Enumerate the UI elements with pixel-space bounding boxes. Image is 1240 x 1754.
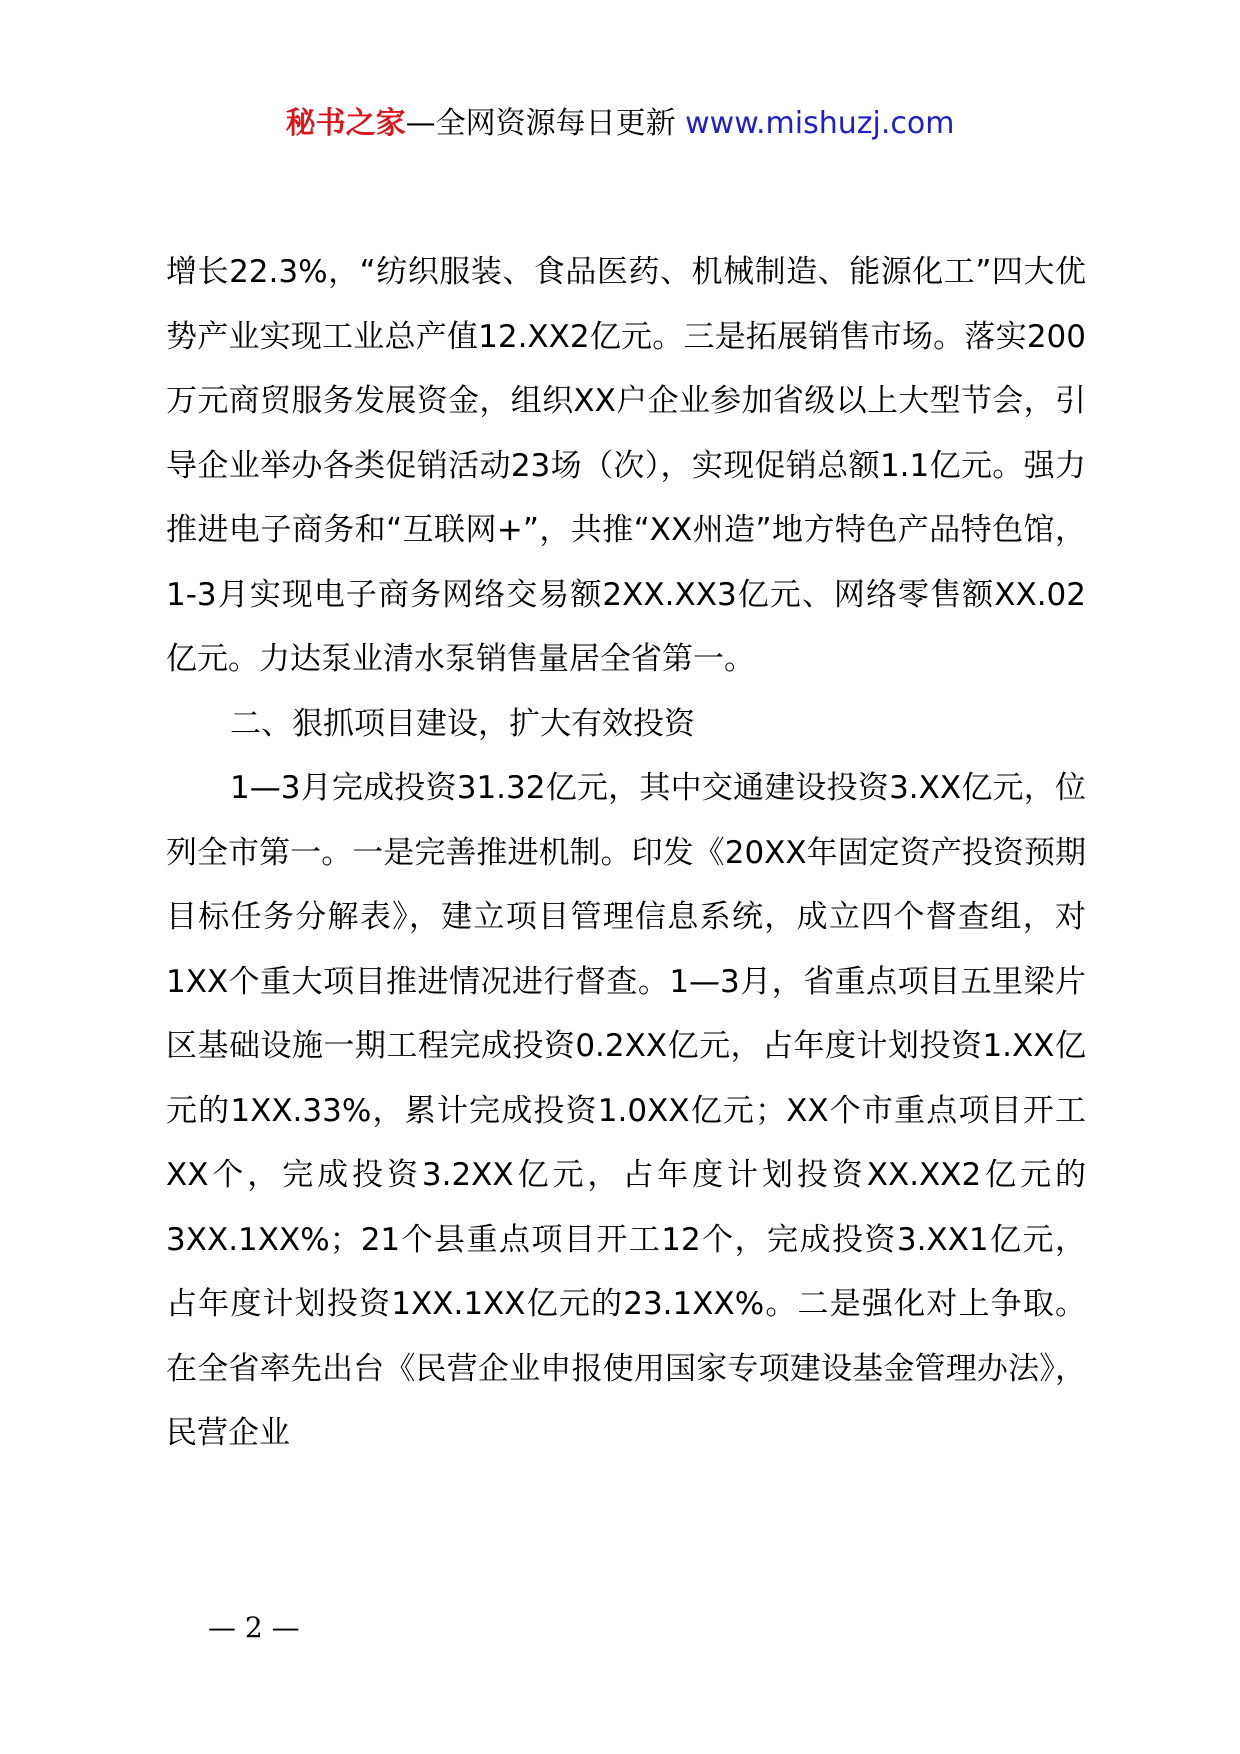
page-number: — 2 — <box>208 1611 300 1644</box>
section-heading: 二、狠抓项目建设，扩大有效投资 <box>230 705 695 742</box>
paragraph-investment: 1—3月完成投资31.32亿元，其中交通建设投资3.XX亿元，位列全市第一。一是完善推进机制。印发《20XX年固定资产投资预期目标任务分解表》，建立项目管理信息系统，成立四个督查组，对1XX个重大项目推进情况进行督查。1—3月，省重点项目五里梁片区基础设施一期工程完成投资0.2XX亿元，占年度计划投资1.XX亿元的1XX.33%，累计完成投资1.0XX亿元；XX个市重点项目开工XX个，完成投资3.2XX亿元，占年度计划投资XX.XX2亿元的3XX.1XX%；21个县重点项目开工12个，完成投资3.XX1亿元，占年度计划投资1XX.1XX亿元的23.1XX%。二是强化对上争取。在全省率先出台《民营企业申报使用国家专项建设基金管理办法》，民营企业 <box>166 770 1086 1451</box>
site-header <box>0 100 1240 148</box>
site-url-link[interactable]: www.mishuzj.com <box>685 106 955 141</box>
document-body <box>166 240 1086 1466</box>
header-tagline: —全网资源每日更新 <box>405 106 686 141</box>
brand-name: 秘书之家 <box>285 106 406 141</box>
paragraph-continued: 增长22.3%，“纺织服装、食品医药、机械制造、能源化工”四大优势产业实现工业总产值12.XX2亿元。三是拓展销售市场。落实200万元商贸服务发展资金，组织XX户企业参加省级以上大型节会，引导企业举办各类促销活动23场（次），实现促销总额1.1亿元。强力推进电子商务和“互联网+”，共推“XX州造”地方特色产品特色馆，1-3月实现电子商务网络交易额2XX.XX3亿元、网络零售额XX.02亿元。力达泵业清水泵销售量居全省第一。 <box>166 254 1086 677</box>
